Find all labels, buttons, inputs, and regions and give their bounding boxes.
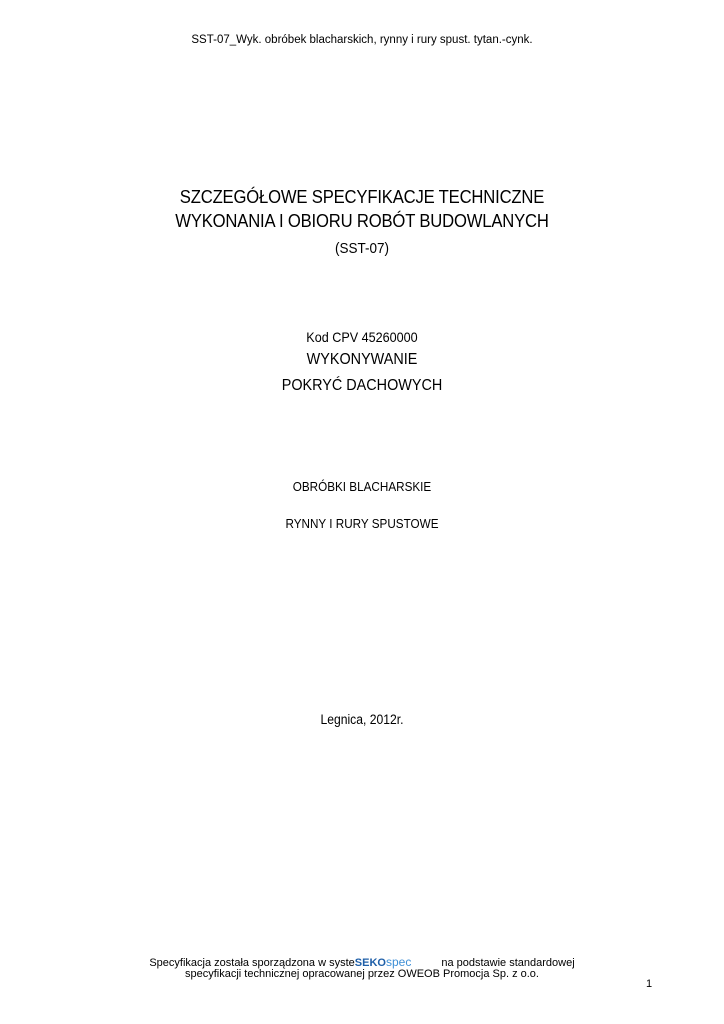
footer-prefix: Specyfikacja została sporządzona w syste [149, 957, 355, 969]
document-title-line-1: SZCZEGÓŁOWE SPECYFIKACJE TECHNICZNE [179, 186, 545, 207]
footer-line-2: specyfikacji technicznej opracowanej przez OWEOB Promocja Sp. z o.o. [185, 968, 539, 980]
footer-suffix: na podstawie standardowej [441, 957, 575, 969]
footer-line-1 [0, 955, 724, 969]
work-type-line-2: POKRYĆ DACHOWYCH [281, 377, 443, 394]
work-type-line-1: WYKONYWANIE [306, 351, 418, 368]
sekospec-logo-bold: SEKO [354, 957, 386, 969]
sekospec-logo-light: spec [385, 955, 412, 969]
cpv-code: Kod CPV 45260000 [306, 329, 418, 345]
subject-item-2: RYNNY I RURY SPUSTOWE [285, 516, 439, 531]
document-title-line-2: WYKONANIA I OBIORU ROBÓT BUDOWLANYCH [175, 210, 549, 231]
subject-item-1: OBRÓBKI BLACHARSKIE [292, 479, 432, 494]
page-number: 1 [646, 978, 653, 990]
document-code: (SST-07) [334, 240, 389, 257]
place-and-date: Legnica, 2012r. [320, 712, 404, 727]
running-header: SST-07_Wyk. obróbek blacharskich, rynny i rury spust. tytan.-cynk. [191, 34, 533, 46]
